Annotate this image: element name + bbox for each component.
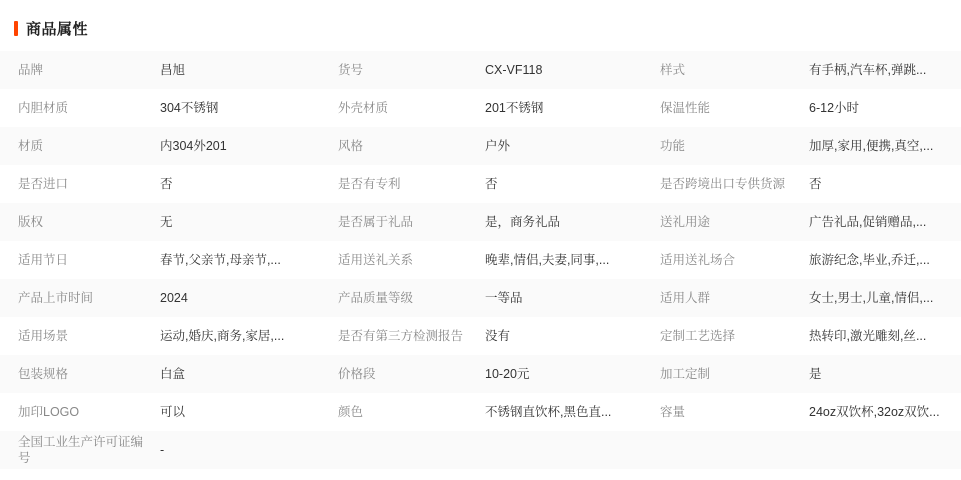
table-row [0, 241, 961, 279]
table-row [0, 393, 961, 431]
attr-value: 热转印,激光雕刻,丝... [809, 317, 961, 355]
table-row [0, 203, 961, 241]
attr-key: 样式 [642, 51, 809, 89]
page-title: 商品属性 [26, 21, 89, 38]
attr-key: 包装规格 [0, 355, 160, 393]
attr-key: 适用节日 [0, 241, 160, 279]
attr-value [809, 431, 961, 469]
table-row [0, 355, 961, 393]
attr-key: 风格 [320, 127, 485, 165]
attr-value: 24oz双饮杯,32oz双饮... [809, 393, 961, 431]
attr-value: 是，商务礼品 [485, 203, 642, 241]
attr-key [642, 431, 809, 469]
attr-value: 没有 [485, 317, 642, 355]
table-row [0, 127, 961, 165]
attr-value: 否 [160, 165, 320, 203]
attr-value: 10-20元 [485, 355, 642, 393]
attr-key: 材质 [0, 127, 160, 165]
attr-value: 不锈钢直饮杯,黑色直... [485, 393, 642, 431]
table-row [0, 89, 961, 127]
attr-value: 运动,婚庆,商务,家居,... [160, 317, 320, 355]
attr-key: 是否进口 [0, 165, 160, 203]
attr-key: 定制工艺选择 [642, 317, 809, 355]
attr-key: 适用送礼场合 [642, 241, 809, 279]
attr-value: 加厚,家用,便携,真空,... [809, 127, 961, 165]
attr-value: 无 [160, 203, 320, 241]
attr-key: 全国工业生产许可证编号 [0, 431, 160, 469]
attr-key: 产品质量等级 [320, 279, 485, 317]
attr-value: 可以 [160, 393, 320, 431]
attr-key: 价格段 [320, 355, 485, 393]
attr-key: 颜色 [320, 393, 485, 431]
table-row [0, 165, 961, 203]
attr-key: 内胆材质 [0, 89, 160, 127]
attr-key: 容量 [642, 393, 809, 431]
attr-key: 功能 [642, 127, 809, 165]
attr-key: 外壳材质 [320, 89, 485, 127]
attr-value: 304不锈钢 [160, 89, 320, 127]
attr-value: 否 [485, 165, 642, 203]
attr-value: 内304外201 [160, 127, 320, 165]
attr-value: 6-12小时 [809, 89, 961, 127]
attr-value: 2024 [160, 279, 320, 317]
attr-key: 加工定制 [642, 355, 809, 393]
attr-value: CX-VF118 [485, 51, 642, 89]
table-row [0, 431, 961, 469]
attr-value: 旅游纪念,毕业,乔迁,... [809, 241, 961, 279]
attr-key: 适用送礼关系 [320, 241, 485, 279]
attr-value: 广告礼品,促销赠品,... [809, 203, 961, 241]
attr-value: - [160, 431, 320, 469]
attr-key: 是否有第三方检测报告 [320, 317, 485, 355]
attr-value: 白盒 [160, 355, 320, 393]
attr-key: 送礼用途 [642, 203, 809, 241]
table-row [0, 51, 961, 89]
attr-key: 产品上市时间 [0, 279, 160, 317]
attr-value: 春节,父亲节,母亲节,... [160, 241, 320, 279]
attr-value [485, 431, 642, 469]
attr-value: 有手柄,汽车杯,弹跳... [809, 51, 961, 89]
attr-key: 加印LOGO [0, 393, 160, 431]
attr-key: 货号 [320, 51, 485, 89]
attr-value: 昌旭 [160, 51, 320, 89]
attr-key: 适用场景 [0, 317, 160, 355]
table-row [0, 317, 961, 355]
section-header [0, 0, 961, 51]
attr-value: 一等品 [485, 279, 642, 317]
attr-key: 是否有专利 [320, 165, 485, 203]
attr-key: 品牌 [0, 51, 160, 89]
attributes-table-body [0, 51, 961, 469]
attr-value: 是 [809, 355, 961, 393]
attr-value: 女士,男士,儿童,情侣,... [809, 279, 961, 317]
attr-key: 是否属于礼品 [320, 203, 485, 241]
attr-value: 户外 [485, 127, 642, 165]
attr-key: 适用人群 [642, 279, 809, 317]
attr-value: 晚辈,情侣,夫妻,同事,... [485, 241, 642, 279]
attributes-table [0, 51, 961, 469]
table-row [0, 279, 961, 317]
accent-bar-icon [14, 21, 18, 36]
attr-key: 是否跨境出口专供货源 [642, 165, 809, 203]
attr-value: 201不锈钢 [485, 89, 642, 127]
attr-key: 保温性能 [642, 89, 809, 127]
attr-value: 否 [809, 165, 961, 203]
attr-key [320, 431, 485, 469]
attr-key: 版权 [0, 203, 160, 241]
